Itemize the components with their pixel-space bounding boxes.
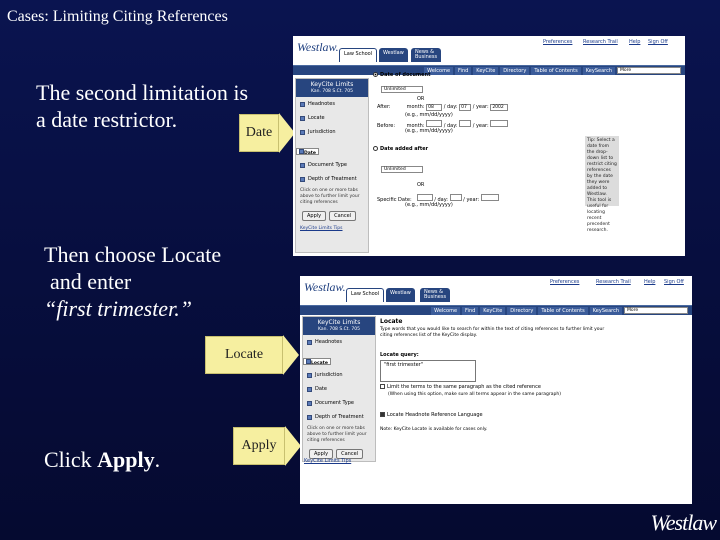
- callout-locate-arrow: [283, 335, 299, 375]
- locate-title: Locate: [380, 318, 403, 325]
- sidebar-title: [303, 317, 375, 335]
- date-instruction-line1: The second limitation is: [36, 80, 249, 105]
- nav-directory[interactable]: Directory: [500, 67, 529, 75]
- sidebar-title-text: KeyCite Limits: [310, 81, 354, 88]
- sidebar-item-locate[interactable]: [303, 358, 331, 365]
- apply-instruction-text: [44, 446, 160, 473]
- apply-instruction-suffix: .: [154, 447, 161, 472]
- westlaw-brand-logo: Westlaw: [650, 510, 716, 535]
- locate-query-label: Locate query:: [380, 352, 419, 358]
- date-of-document-option[interactable]: [373, 72, 431, 79]
- after-row: [377, 104, 508, 111]
- locate-instruction-line3: “first trimester.”: [44, 296, 192, 321]
- sidebar-item-label: Jurisdiction: [315, 372, 343, 378]
- link-sign-off[interactable]: Sign Off: [648, 39, 668, 45]
- headnote-language-option[interactable]: [380, 412, 483, 419]
- locate-description: Type words that you would like to search for within the text of citing references to further limit your citing references list of the KeyCite display.: [380, 327, 605, 338]
- callout-date-label: Date: [239, 114, 279, 152]
- callout-locate: [205, 335, 299, 375]
- or-label-2: OR: [417, 182, 425, 188]
- sidebar-item-label: Jurisdiction: [308, 129, 336, 135]
- tab-westlaw[interactable]: Westlaw: [386, 288, 415, 302]
- westlaw-header: [300, 276, 692, 306]
- before-hint: (e.g., mm/dd/yyyy): [405, 128, 453, 134]
- same-paragraph-option[interactable]: [380, 384, 541, 391]
- sidebar-item-label: Depth of Treatment: [308, 176, 357, 182]
- after-day-input[interactable]: 07: [459, 104, 471, 111]
- nav-directory[interactable]: Directory: [507, 307, 536, 315]
- nav-find[interactable]: Find: [462, 307, 478, 315]
- link-help[interactable]: Help: [644, 279, 656, 285]
- same-paragraph-label: Limit the terms to the same paragraph as the cited reference: [387, 384, 541, 390]
- date-instruction-text: [36, 79, 248, 133]
- sidebar-item-label: Locate: [311, 361, 328, 366]
- nav-welcome[interactable]: Welcome: [424, 67, 453, 75]
- link-help[interactable]: Help: [629, 39, 641, 45]
- slide-title: Cases: Limiting Citing References: [7, 8, 228, 25]
- callout-date: [239, 113, 295, 153]
- doc-date-select[interactable]: Unlimited: [381, 86, 423, 93]
- sidebar-title-text: KeyCite Limits: [317, 319, 361, 326]
- sidebar-item-date[interactable]: [296, 148, 319, 155]
- nav-toc[interactable]: Table of Contents: [538, 307, 587, 315]
- tab-icon: [300, 102, 305, 107]
- sidebar-item-label: Locate: [308, 115, 325, 121]
- date-added-radio[interactable]: [373, 146, 378, 151]
- doc-date-select-wrap: [381, 86, 423, 93]
- after-year-input[interactable]: 2002: [490, 104, 508, 111]
- sidebar-note: Click on one or more tabs above to further limit your citing references: [307, 426, 367, 443]
- date-of-document-label: Date of document: [380, 72, 431, 78]
- date-added-option[interactable]: [373, 146, 428, 153]
- tab-icon: [300, 116, 305, 121]
- locate-instruction-line2: and enter: [50, 269, 132, 294]
- specific-day-label: / day:: [434, 197, 448, 203]
- tab-icon: [307, 401, 312, 406]
- sidebar-note: Click on one or more tabs above to further limit your citing references: [300, 188, 360, 205]
- before-day-input[interactable]: [459, 120, 471, 127]
- sidebar-tips-link[interactable]: KeyCite Limits Tips: [300, 226, 343, 231]
- sidebar-item-label: Headnotes: [315, 339, 342, 345]
- after-label: After:: [377, 104, 391, 110]
- nav-more-select[interactable]: More: [624, 307, 688, 314]
- apply-button[interactable]: Apply: [302, 211, 326, 221]
- tab-icon: [307, 340, 312, 345]
- nav-keysearch[interactable]: KeySearch: [583, 67, 615, 75]
- before-label: Before:: [377, 123, 396, 129]
- sidebar-item-depth[interactable]: [296, 172, 368, 186]
- sidebar-item-label: Document Type: [308, 162, 347, 168]
- before-year-label: / year:: [472, 123, 489, 129]
- sidebar-item-document-type[interactable]: [303, 396, 375, 410]
- link-research-trail[interactable]: Research Trail: [596, 279, 631, 285]
- specific-year-input[interactable]: [481, 194, 499, 201]
- link-research-trail[interactable]: Research Trail: [583, 39, 618, 45]
- nav-keycite[interactable]: KeyCite: [473, 67, 498, 75]
- keycite-limits-sidebar: [295, 78, 369, 253]
- sidebar-item-jurisdiction[interactable]: [296, 125, 368, 139]
- screenshot-date-limits: [293, 36, 685, 256]
- nav-toc[interactable]: Table of Contents: [531, 67, 580, 75]
- after-year-label: / year:: [472, 104, 489, 110]
- sidebar-item-headnotes[interactable]: [296, 97, 368, 111]
- tab-icon: [307, 415, 312, 420]
- callout-apply-arrow: [285, 426, 301, 466]
- callout-locate-label: Locate: [205, 336, 283, 374]
- before-month-input[interactable]: [426, 120, 442, 127]
- screenshot-locate: [300, 276, 692, 504]
- sidebar-item-label: Date: [315, 386, 327, 392]
- sidebar-item-label: Document Type: [315, 400, 354, 406]
- tab-icon: [300, 177, 305, 182]
- before-day-label: / day:: [443, 123, 458, 129]
- specific-year-label: / year:: [463, 197, 480, 203]
- locate-note: Note: KeyCite Locate is available for cases only.: [380, 427, 488, 432]
- sidebar-item-label: Depth of Treatment: [315, 414, 364, 420]
- sidebar-item-depth[interactable]: [303, 410, 375, 424]
- tab-news-business[interactable]: News & Business: [411, 48, 441, 62]
- or-label-1: OR: [417, 96, 425, 102]
- locate-query-input[interactable]: "first trimester": [380, 360, 476, 382]
- sidebar-tips-link[interactable]: KeyCite Limits Tips: [304, 458, 352, 464]
- locate-instruction-line1: Then choose Locate: [44, 242, 222, 267]
- apply-instruction-prefix: Click: [44, 447, 98, 472]
- headnote-language-checkbox[interactable]: [380, 412, 385, 417]
- locate-instruction-text: [44, 241, 221, 322]
- tab-icon: [300, 163, 305, 168]
- westlaw-logo: Westlaw.: [304, 280, 346, 294]
- after-month-label: month:: [406, 104, 425, 110]
- after-day-label: / day:: [443, 104, 458, 110]
- nav-bar: [300, 306, 692, 315]
- nav-keysearch[interactable]: KeySearch: [590, 307, 622, 315]
- link-preferences[interactable]: Preferences: [543, 39, 573, 45]
- sidebar-item-label: Date: [304, 151, 316, 156]
- tab-news-business[interactable]: News & Business: [420, 288, 450, 302]
- same-paragraph-checkbox[interactable]: [380, 384, 385, 389]
- link-sign-off[interactable]: Sign Off: [664, 279, 684, 285]
- sidebar-item-document-type[interactable]: [296, 158, 368, 172]
- before-month-label: month:: [406, 123, 425, 129]
- after-month-input[interactable]: 08: [426, 104, 442, 111]
- sidebar-item-date[interactable]: [303, 382, 375, 396]
- sidebar-item-locate[interactable]: [296, 111, 368, 125]
- tab-westlaw[interactable]: Westlaw: [379, 48, 408, 62]
- date-help-box: Tip: Select a date from the drop-down list to restrict citing references by the date they were added to Westlaw. This tool is useful for locating recent precedent research.: [585, 136, 619, 206]
- sidebar-buttons: [296, 208, 368, 224]
- sidebar-item-jurisdiction[interactable]: [303, 368, 375, 382]
- date-added-label: Date added after: [380, 146, 429, 152]
- apply-button[interactable]: Apply: [309, 449, 333, 459]
- cancel-button[interactable]: Cancel: [329, 211, 356, 221]
- sidebar-item-label: Headnotes: [308, 101, 335, 107]
- specific-day-input[interactable]: [450, 194, 462, 201]
- before-year-input[interactable]: [490, 120, 508, 127]
- callout-apply-label: Apply: [233, 427, 285, 465]
- nav-keycite[interactable]: KeyCite: [480, 307, 505, 315]
- link-preferences[interactable]: Preferences: [550, 279, 580, 285]
- sidebar-cite: Kan. 708 S.Ct. 705: [310, 89, 353, 94]
- date-added-select[interactable]: Unlimited: [381, 166, 423, 173]
- after-hint: (e.g., mm/dd/yyyy): [405, 112, 453, 118]
- added-select-wrap: [381, 166, 423, 173]
- tab-law-school[interactable]: Law School: [346, 288, 384, 302]
- date-of-document-radio[interactable]: [373, 72, 378, 77]
- tab-icon: [307, 373, 312, 378]
- apply-instruction-bold: Apply: [97, 447, 155, 472]
- specific-date-label: Specific Date:: [377, 197, 412, 203]
- specific-hint: (e.g., mm/dd/yyyy): [405, 202, 453, 208]
- tab-icon: [307, 387, 312, 392]
- cancel-button[interactable]: Cancel: [336, 449, 363, 459]
- sidebar-item-headnotes[interactable]: [303, 335, 375, 349]
- tab-icon: [300, 130, 305, 135]
- headnote-language-label: Locate Headnote Reference Language: [387, 412, 483, 418]
- callout-apply: [233, 426, 301, 466]
- sidebar-cite: Kan. 708 S.Ct. 705: [317, 327, 360, 332]
- nav-find[interactable]: Find: [455, 67, 471, 75]
- keycite-limits-sidebar: [302, 316, 376, 462]
- nav-more-select[interactable]: More: [617, 67, 681, 74]
- westlaw-header: [293, 36, 685, 66]
- specific-month-input[interactable]: [417, 194, 433, 201]
- same-paragraph-note: (When using this option, make sure all terms appear in the same paragraph): [388, 392, 561, 397]
- sidebar-title: [296, 79, 368, 97]
- westlaw-logo: Westlaw.: [297, 40, 339, 54]
- tab-law-school[interactable]: Law School: [339, 48, 377, 62]
- nav-welcome[interactable]: Welcome: [431, 307, 460, 315]
- date-instruction-line2: a date restrictor.: [36, 107, 178, 132]
- nav-bar: [293, 66, 685, 75]
